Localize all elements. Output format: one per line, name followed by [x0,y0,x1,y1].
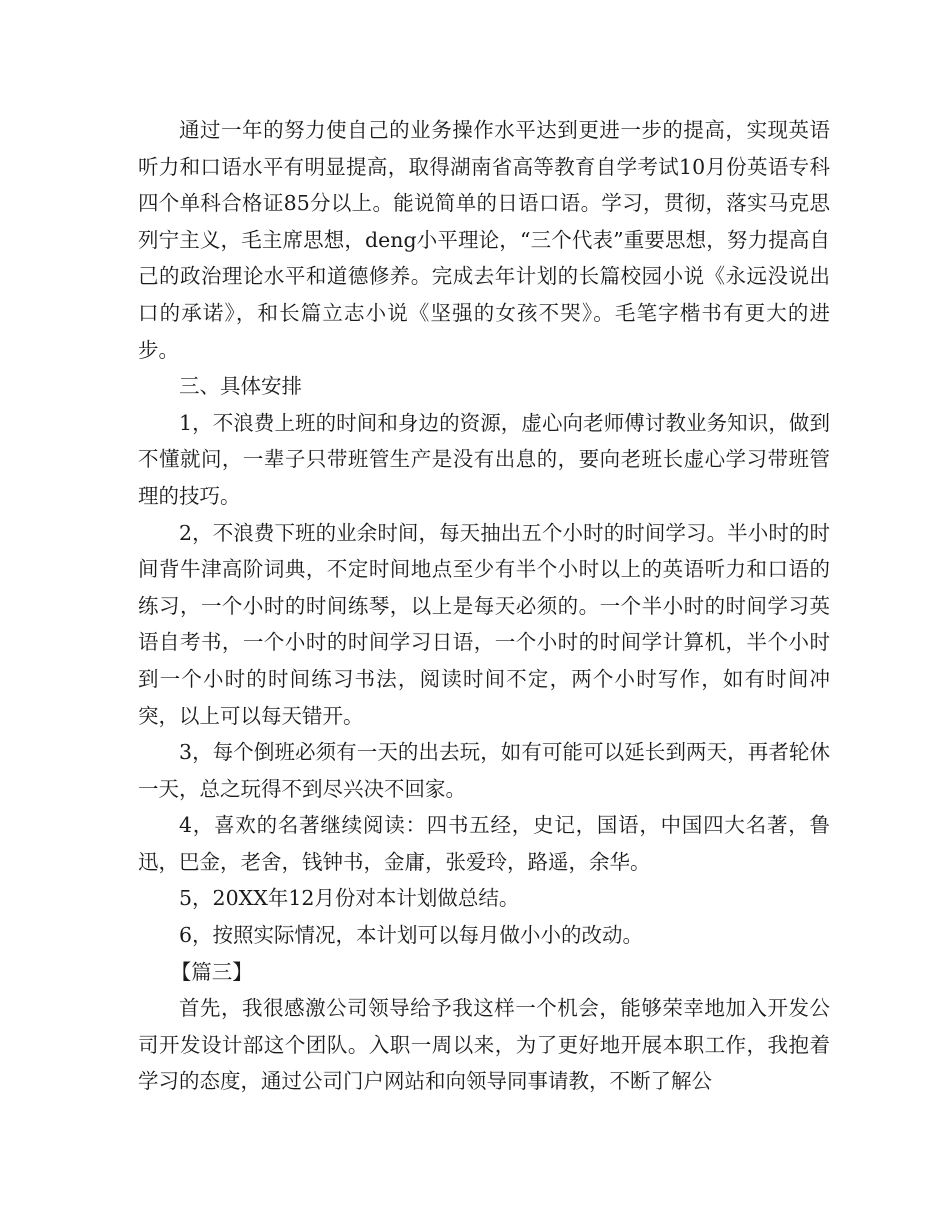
document-body [138,112,830,1100]
paragraph-goals: 通过一年的努力使自己的业务操作水平达到更进一步的提高，实现英语听力和口语水平有明显提高，取得湖南省高等教育自学考试10月份英语专科四个单科合格证85分以上。能说简单的日语口语。学习，贯彻，落实马克思列宁主义，毛主席思想，deng小平理论，“三个代表”重要思想，努力提高自己的政治理论水平和道德修养。完成去年计划的长篇校园小说《永远没说出口的承诺》，和长篇立志小说《坚强的女孩不哭》。毛笔字楷书有更大的进步。 [138,118,830,362]
list-item-3: 3，每个倒班必须有一天的出去玩，如有可能可以延长到两天，再者轮休一天，总之玩得不到尽兴决不回家。 [138,740,830,801]
paragraph-part-three-intro: 首先，我很感激公司领导给予我这样一个机会，能够荣幸地加入开发公司开发设计部这个团队。入职一周以来，为了更好地开展本职工作，我抱着学习的态度，通过公司门户网站和向领导同事请教，不断了解公 [138,996,830,1094]
list-item-6: 6，按照实际情况，本计划可以每月做小小的改动。 [179,923,644,948]
section-heading-arrangement: 三、具体安排 [179,374,302,399]
list-item-5: 5，20XX年12月份对本计划做总结。 [179,886,520,911]
list-item-1: 1，不浪费上班的时间和身边的资源，虚心向老师傅讨教业务知识，做到不懂就问，一辈子只带班管生产是没有出息的，要向老班长虚心学习带班管理的技巧。 [138,410,830,508]
list-item-4: 4，喜欢的名著继续阅读：四书五经，史记，国语，中国四大名著，鲁迅，巴金，老舍，钱钟书，金庸，张爱玲，路遥，余华。 [138,813,830,874]
section-marker-part-three: 【篇三】 [170,959,253,984]
list-item-2: 2，不浪费下班的业余时间，每天抽出五个小时的时间学习。半小时的时间背牛津高阶词典，不定时间地点至少有半个小时以上的英语听力和口语的练习，一个小时的时间练琴，以上是每天必须的。一个半小时的时间学习英语自考书，一个小时的时间学习日语，一个小时的时间学计算机，半个小时到一个小时的时间练习书法，阅读时间不定，两个小时写作，如有时间冲突，以上可以每天错开。 [138,520,830,728]
